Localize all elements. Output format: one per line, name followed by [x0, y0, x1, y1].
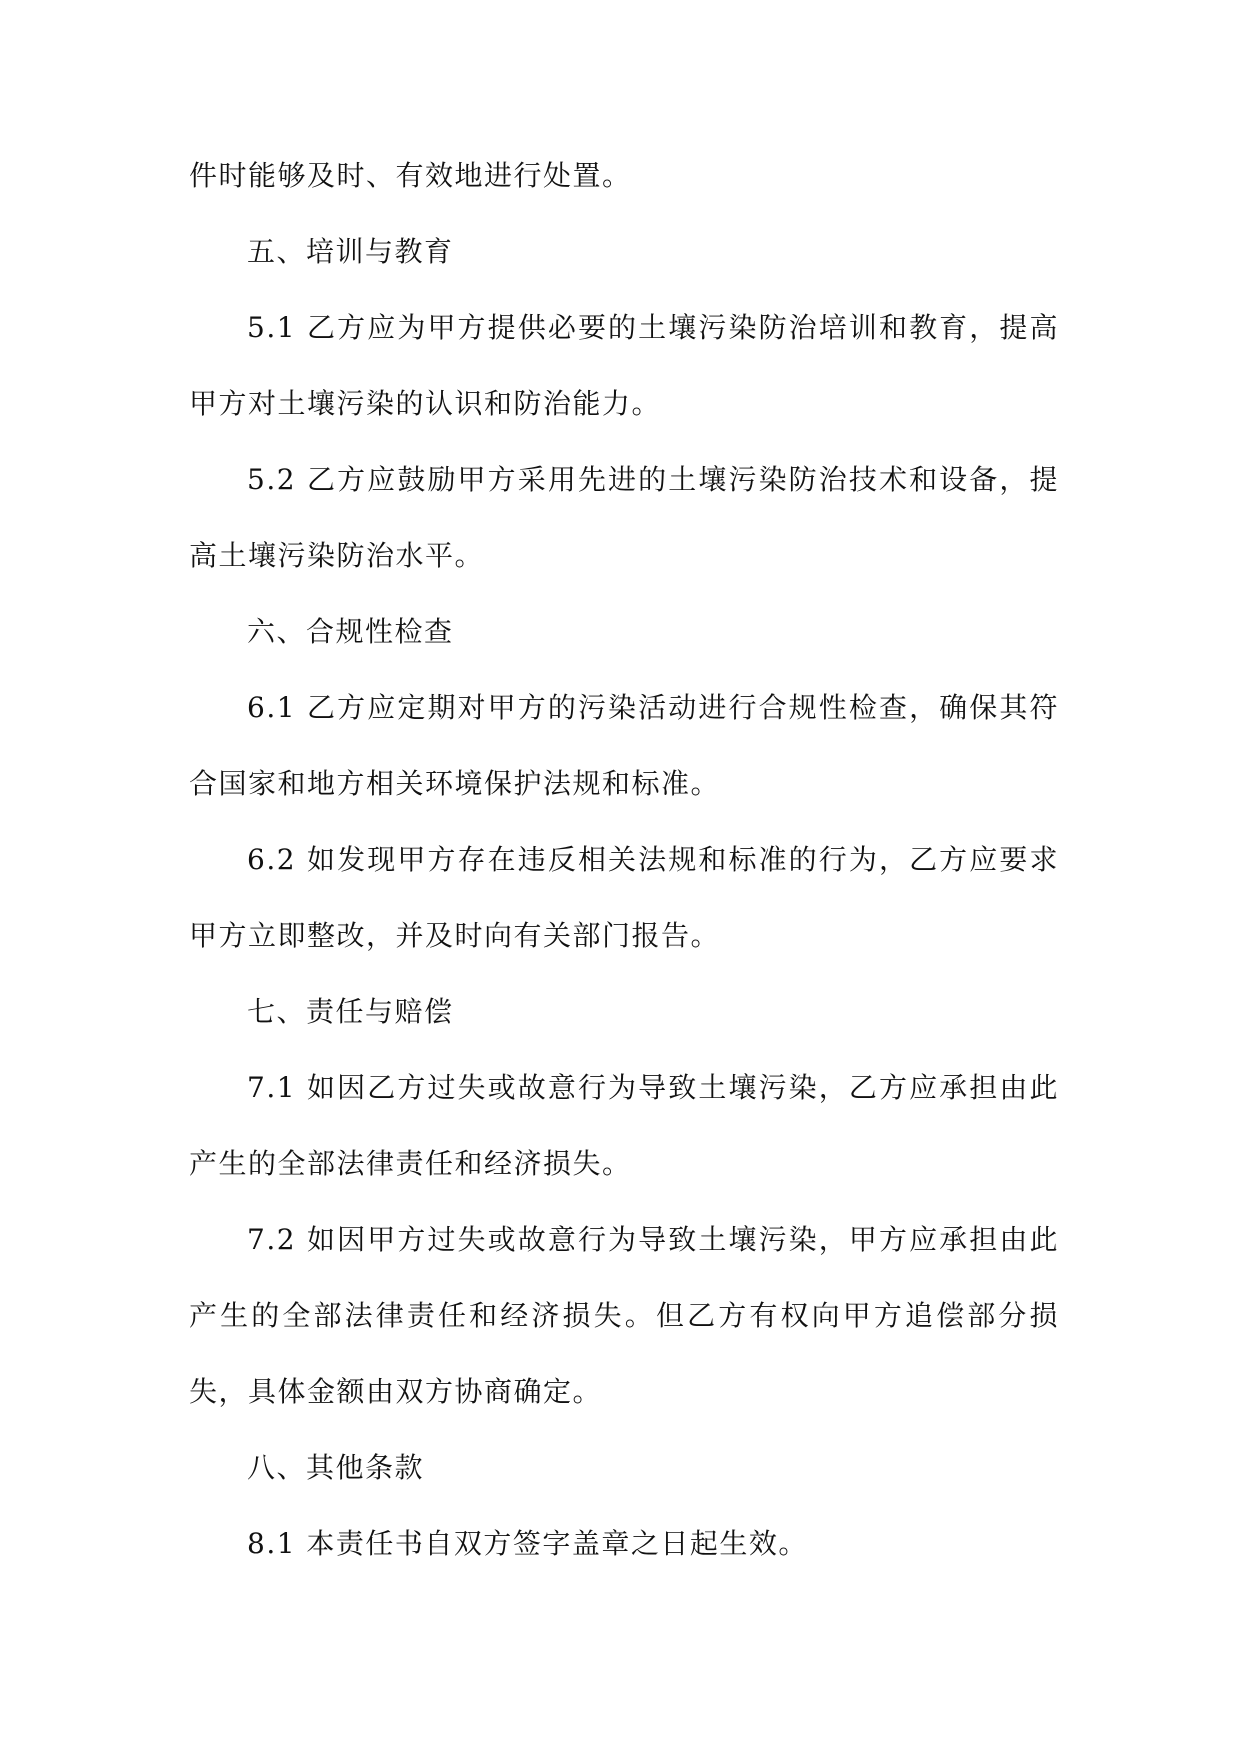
document-body — [189, 138, 1059, 1582]
section-heading-other-terms: 八、其他条款 — [247, 1451, 425, 1484]
clause-7-1: 7.1 如因乙方过失或故意行为导致土壤污染，乙方应承担由此产生的全部法律责任和经济损失。 — [189, 1071, 1059, 1180]
section-heading-compliance: 六、合规性检查 — [247, 615, 454, 648]
clause-7-2: 7.2 如因甲方过失或故意行为导致土壤污染，甲方应承担由此产生的全部法律责任和经济损失。但乙方有权向甲方追偿部分损失，具体金额由双方协商确定。 — [189, 1223, 1059, 1408]
clause-6-1: 6.1 乙方应定期对甲方的污染活动进行合规性检查，确保其符合国家和地方相关环境保护法规和标准。 — [189, 691, 1059, 800]
clause-8-1: 8.1 本责任书自双方签字盖章之日起生效。 — [247, 1527, 808, 1560]
clause-6-2: 6.2 如发现甲方存在违反相关法规和标准的行为，乙方应要求甲方立即整改，并及时向有关部门报告。 — [189, 843, 1059, 952]
section-heading-liability: 七、责任与赔偿 — [247, 995, 454, 1028]
section-heading-training: 五、培训与教育 — [247, 235, 454, 268]
paragraph-continuation: 件时能够及时、有效地进行处置。 — [189, 159, 632, 192]
clause-5-2: 5.2 乙方应鼓励甲方采用先进的土壤污染防治技术和设备，提高土壤污染防治水平。 — [189, 463, 1059, 572]
clause-5-1: 5.1 乙方应为甲方提供必要的土壤污染防治培训和教育，提高甲方对土壤污染的认识和防治能力。 — [189, 311, 1059, 420]
